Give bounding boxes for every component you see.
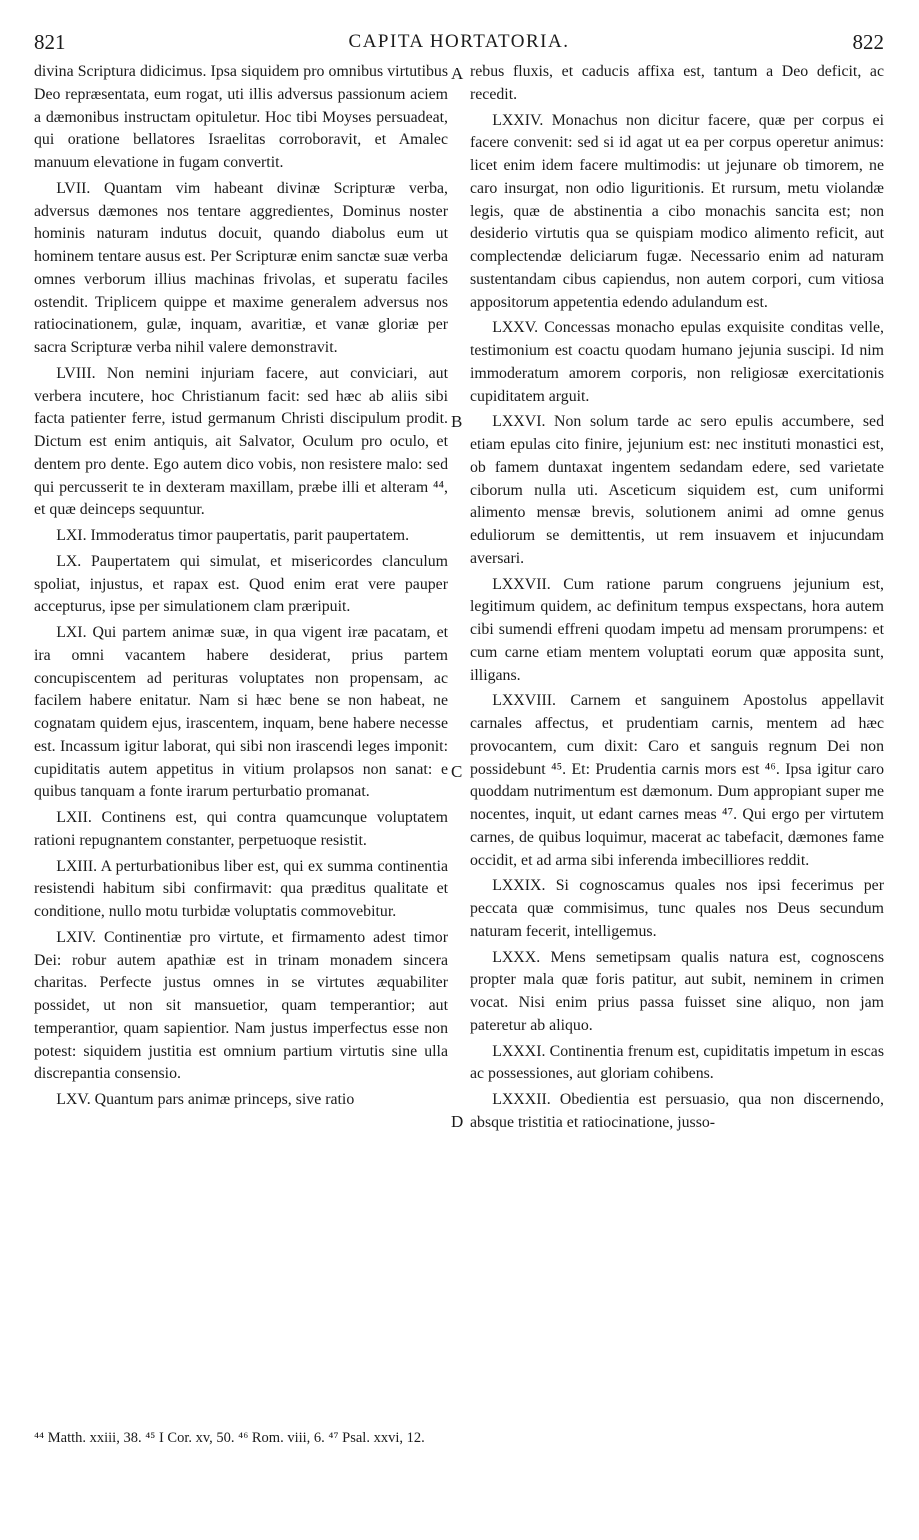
margin-letter: C [451,762,463,781]
paragraph-text: rebus fluxis, et caducis affixa est, tantum a Deo deficit, ac recedit. [470,63,884,103]
chapter-number: LXIV. [56,928,96,946]
chapter-number: LX. [56,552,82,570]
margin-letter: A [451,64,464,83]
chapter-number: LXXVIII. [492,692,556,710]
paragraph [34,551,448,619]
paragraph-text: Concessas monacho epulas exquisite conditas velle, testimonium est coactu quodam humano jejunia suscipi. Id nim immoderatum amorem corporis, non religiosæ exercitationis cupiditatem arguit. [470,319,884,405]
paragraph [34,1089,448,1112]
paragraph [470,317,884,408]
margin-letter: D [451,1112,464,1131]
paragraph [34,856,448,924]
paragraph [470,947,884,1038]
chapter-number: LVII. [56,179,91,197]
paragraph-text: Continentia frenum est, cupiditatis impetum in escas ac possessiones, aut gloriam cohibens. [470,1042,885,1083]
paragraph-text: Non nemini injuriam facere, aut conviciari, aut verbera incutere, hoc Christianum facit: sed hæc ab aliis sibi facta patienter ferre, istud germanum Christi discipulum prodit. Dictum est enim antiquis, ait Salvator, Oculum pro oculo, et dentem pro dente. Ego autem dico vobis, non resistere malo: sed qui percusserit te in dexteram maxillam, præbe illi et alteram ⁴⁴, et quæ deinceps sequuntur. [34,364,448,519]
footnotes: ⁴⁴ Matth. xxiii, 38. ⁴⁵ I Cor. xv, 50. ⁴⁶ Rom. viii, 6. ⁴⁷ Psal. xxvi, 12. [34,1430,425,1446]
chapter-number: LXXVII. [492,575,551,593]
paragraph-text: Qui partem animæ suæ, in qua vigent iræ pacatam, et ira omni vacantem habere desiderat, prius partem concupiscentem ad perituras voluptates non propensam, ac facilem habere enitatur. Nam si hæc bene se non habeat, ne cognatam quidem ejus, irascentem, inquam, bene habere necesse est. Incassum igitur laborat, qui sibi non irascendi leges imponit: cupiditatis autem appetitus in vitium prolapsos non sanat: e quibus tanquam a fonte irarum perturbatio promanat. [34,624,448,801]
left-column [34,61,448,1112]
paragraph-text: Carnem et sanguinem Apostolus appellavit carnales affectus, et prudentiam carnis, mentem ad hæc provocantem, cum dixit: Caro et sanguis regnum Dei non possidebunt ⁴⁵. Et: Prudentia carnis mors est ⁴⁶. Ipsa igitur caro quoddam nutrimentum est dæmonum. Dum appropiant super me nocentes, inquit, ut edant carnes meas ⁴⁷. Qui ergo per virtutem carnes, de quibus loquimur, macerat ac tabefacit, dæmones fame occidit, et ad arma sibi inferenda imbecilliores reddit. [470,692,884,869]
paragraph-text: Mens semetipsam qualis natura est, cognoscens propter mala quæ foris patitur, aut subit, neminem in crimen vocat. Nisi enim prius passa fuisset sine aliquo, non jam pateretur ab aliquo. [470,948,885,1034]
paragraph [34,525,448,548]
chapter-number: LXXIV. [492,111,544,129]
paragraph [470,875,884,943]
paragraph-text: Quantam vim habeant divinæ Scripturæ verba, adversus dæmones nos tentare aggredientes, Dominus noster hominis naturam indutus docuit, quando diabolus eum ut hominem tentare ausus est. Per Scripturæ enim sanctæ suæ verba omnes verborum illius machinas frivolas, et superatu faciles ostendit. Triplicem quippe et maxime generalem adversus nos ratiocinationem, gulæ, inquam, avaritiæ, et vanæ gloriæ per sacra Scripturæ verba nihil valere demonstravit. [34,179,448,356]
paragraph-text: Immoderatus timor paupertatis, parit paupertatem. [90,527,410,544]
paragraph [470,574,884,688]
paragraph-text: Si cognoscamus quales nos ipsi fecerimus per peccata quæ commisimus, tunc quales nos Deus secundum naturam fecerit, intelligemus. [470,877,884,940]
page-number-left: 821 [34,30,66,54]
paragraph [34,61,448,175]
chapter-number: LXV. [56,1091,91,1108]
paragraph-text: Non solum tarde ac sero epulis accumbere, sed etiam epulas cito finire, jejunium est: nec instituti monastici est, ob famem duntaxat ingentem sedandam edere, sed varietate ciborum nulla uti. Asceticum siquidem est, cum uniformi alimento mensæ brevis, solutionem animi ad omne genus eduliorum se demittentis, ut rem insuavem et injucundam aversari. [470,413,884,567]
paragraph-text: Obedientia est persuasio, qua non discernendo, absque tristitia et ratiocinatione, jusso- [470,1091,884,1131]
paragraph [470,690,884,872]
chapter-number: LXXXI. [492,1042,546,1060]
chapter-number: LXXV. [492,319,539,337]
paragraph-text: Quantum pars animæ princeps, sive ratio [94,1091,355,1108]
chapter-number: LXI. [56,624,87,641]
paragraph [34,927,448,1086]
chapter-number: LXI. [56,527,87,544]
paragraph [470,61,884,107]
chapter-number: LXII. [56,809,92,826]
paragraph-text: Cum ratione parum congruens jejunium est, legitimum quidem, ac definitum tempus exspectans, hora autem cibi sumendi effreni quodam impetu ad mensam prorumpens: et cum carne etiam mentem voluptati eorum quæ apposita sunt, illigans. [470,575,884,684]
paragraph-text: Monachus non dicitur facere, quæ per corpus ei facere convenit: sed si id agat ut ea per corpus operetur animus: licet enim idem facere multimodis: ut jejunare ob timorem, ne caro insurgat, non odio liguritionis. Et rursum, metu violandæ legis, quæ de abstinentia a cibo monachis sancita est; non desiderio virtutis qua se quispiam modico alimento reficit, aut complectendæ deliciarum fugæ. Necessario enim ad naturam sustentandam cibus capiendus, non autem corpori, cum vitiosa appositorum appetentia edendo adulandum est. [470,111,884,311]
paragraph-text: Continens est, qui contra quamcunque voluptatem rationi repugnantem constanter, perpetuoque resistit. [34,809,448,849]
paragraph [470,1089,884,1135]
paragraph-text: divina Scriptura didicimus. Ipsa siquidem pro omnibus virtutibus Deo repræsentata, eum rogat, uti illis adversus passionum aciem a dæmonibus instructam opituletur. Hoc tibi Moyses persuadeat, qui oratione bellatores Israelitas corroboravit, et Amalec manuum elevatione in fugam convertit. [34,63,448,171]
paragraph [34,622,448,804]
margin-letter: B [451,412,463,431]
paragraph [470,411,884,570]
paragraph [34,178,448,360]
right-column [470,61,884,1135]
chapter-number: LVIII. [56,364,96,382]
paragraph [34,807,448,853]
page-number-right: 822 [852,30,884,54]
paragraph-text: A perturbationibus liber est, qui ex summa continentia resistendi habitum sibi confirmavit: qua præditus qualitate et conditione, nullo motu turbidæ voluptatis commovebitur. [34,857,449,920]
paragraph-text: Paupertatem qui simulat, et misericordes clanculum spoliat, injustus, et rapax est. Quod enim erat vere pauper accepturus, ipse per simulationem clam præripuit. [34,552,448,616]
chapter-number: LXXIX. [492,877,546,895]
chapter-number: LXXVI. [492,413,546,431]
chapter-number: LXIII. [56,857,98,875]
page-header [34,30,884,56]
chapter-number: LXXXII. [492,1091,551,1108]
paragraph [34,363,448,522]
paragraph [470,1041,884,1087]
running-title: CAPITA HORTATORIA. [348,31,570,52]
chapter-number: LXXX. [492,948,541,966]
paragraph-text: Continentiæ pro virtute, et firmamento adest timor Dei: robur autem apathiæ est in trinam monadem sincera charitas. Perfecte justus omnes in se virtutes æquabiliter possidet, ut non sit mansuetior, quam temperantior; aut temperantior, quam sapientior. Nam justus imperfectus esse non potest: siquidem justitia est omnium partium virtutis sine ulla discrepantia consensio. [34,928,448,1083]
paragraph [470,110,884,315]
